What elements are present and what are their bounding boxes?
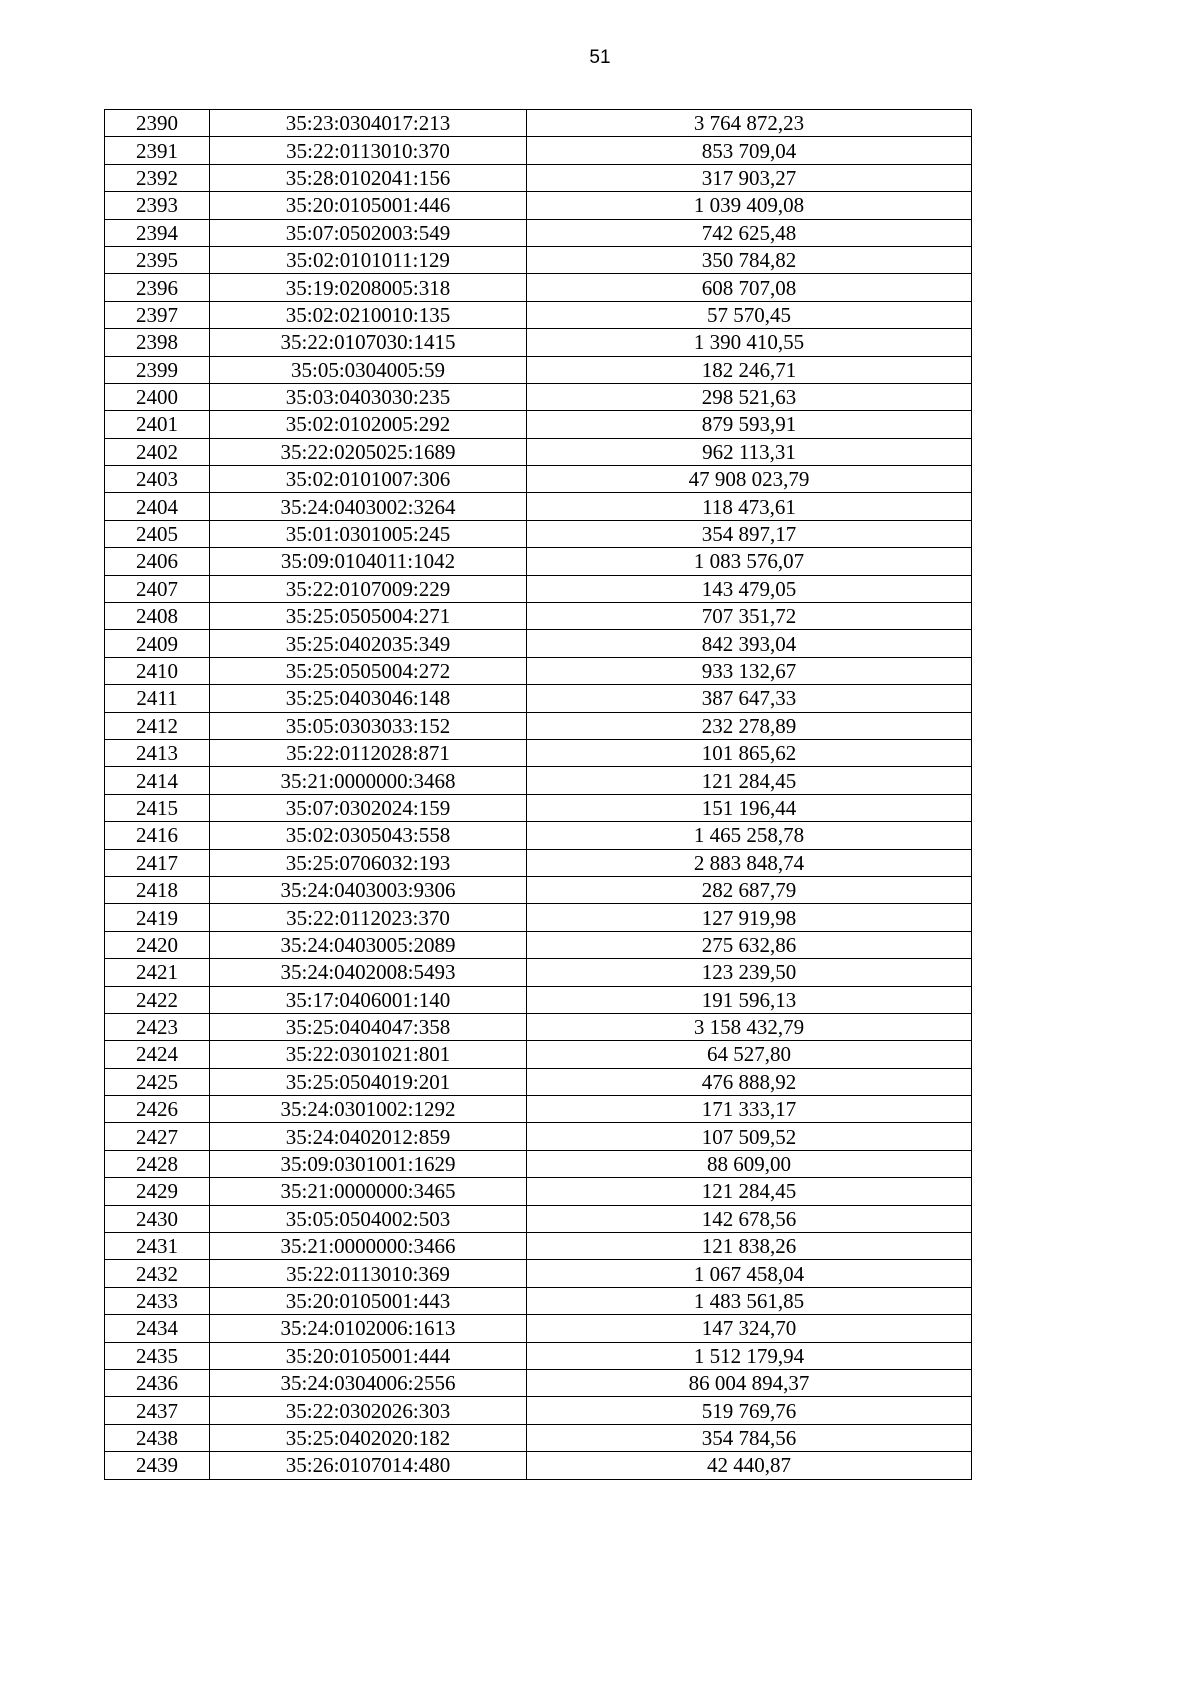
table-row: [105, 931, 972, 958]
cadastral-number-cell: 35:23:0304017:213: [210, 110, 527, 137]
row-number-cell: 2422: [105, 986, 210, 1013]
row-number-cell: 2394: [105, 219, 210, 246]
row-number-cell: 2436: [105, 1369, 210, 1396]
cadastral-value-cell: 171 333,17: [527, 1096, 972, 1123]
table-row: [105, 1096, 972, 1123]
cadastral-number-cell: 35:24:0403005:2089: [210, 931, 527, 958]
table-row: [105, 1452, 972, 1479]
cadastral-value-cell: 962 113,31: [527, 438, 972, 465]
row-number-cell: 2414: [105, 767, 210, 794]
cadastral-number-cell: 35:21:0000000:3468: [210, 767, 527, 794]
cadastral-number-cell: 35:25:0706032:193: [210, 849, 527, 876]
cadastral-number-cell: 35:03:0403030:235: [210, 383, 527, 410]
table-row: [105, 822, 972, 849]
row-number-cell: 2439: [105, 1452, 210, 1479]
cadastral-number-cell: 35:28:0102041:156: [210, 164, 527, 191]
row-number-cell: 2419: [105, 904, 210, 931]
cadastral-value-cell: 3 158 432,79: [527, 1013, 972, 1040]
table-row: [105, 356, 972, 383]
cadastral-value-cell: 147 324,70: [527, 1315, 972, 1342]
cadastral-value-cell: 182 246,71: [527, 356, 972, 383]
cadastral-number-cell: 35:24:0402012:859: [210, 1123, 527, 1150]
cadastral-value-cell: 191 596,13: [527, 986, 972, 1013]
cadastral-value-cell: 232 278,89: [527, 712, 972, 739]
row-number-cell: 2420: [105, 931, 210, 958]
row-number-cell: 2429: [105, 1178, 210, 1205]
table-body: [105, 110, 972, 1480]
table-row: [105, 603, 972, 630]
cadastral-number-cell: 35:25:0404047:358: [210, 1013, 527, 1040]
row-number-cell: 2431: [105, 1233, 210, 1260]
table-row: [105, 904, 972, 931]
row-number-cell: 2395: [105, 246, 210, 273]
cadastral-value-cell: 707 351,72: [527, 603, 972, 630]
table-row: [105, 767, 972, 794]
cadastral-number-cell: 35:25:0505004:272: [210, 657, 527, 684]
cadastral-value-cell: 123 239,50: [527, 959, 972, 986]
cadastral-value-cell: 933 132,67: [527, 657, 972, 684]
cadastral-number-cell: 35:24:0403003:9306: [210, 876, 527, 903]
row-number-cell: 2399: [105, 356, 210, 383]
row-number-cell: 2438: [105, 1424, 210, 1451]
cadastral-number-cell: 35:25:0505004:271: [210, 603, 527, 630]
table-row: [105, 548, 972, 575]
table-row: [105, 1178, 972, 1205]
table-row: [105, 438, 972, 465]
cadastral-number-cell: 35:02:0101007:306: [210, 466, 527, 493]
cadastral-number-cell: 35:22:0112028:871: [210, 739, 527, 766]
table-row: [105, 274, 972, 301]
cadastral-value-table: [104, 109, 972, 1480]
row-number-cell: 2404: [105, 493, 210, 520]
table-row: [105, 1369, 972, 1396]
cadastral-value-cell: 1 083 576,07: [527, 548, 972, 575]
table-row: [105, 739, 972, 766]
cadastral-value-cell: 1 067 458,04: [527, 1260, 972, 1287]
row-number-cell: 2392: [105, 164, 210, 191]
page-number: 51: [589, 47, 611, 68]
cadastral-number-cell: 35:25:0402035:349: [210, 630, 527, 657]
cadastral-value-cell: 350 784,82: [527, 246, 972, 273]
cadastral-value-cell: 879 593,91: [527, 411, 972, 438]
cadastral-number-cell: 35:05:0303033:152: [210, 712, 527, 739]
table-row: [105, 1315, 972, 1342]
cadastral-number-cell: 35:24:0304006:2556: [210, 1369, 527, 1396]
row-number-cell: 2435: [105, 1342, 210, 1369]
cadastral-number-cell: 35:22:0113010:369: [210, 1260, 527, 1287]
cadastral-value-cell: 88 609,00: [527, 1150, 972, 1177]
row-number-cell: 2407: [105, 575, 210, 602]
table-row: [105, 219, 972, 246]
table-row: [105, 411, 972, 438]
cadastral-value-cell: 354 784,56: [527, 1424, 972, 1451]
table-row: [105, 246, 972, 273]
table-row: [105, 110, 972, 137]
table-row: [105, 712, 972, 739]
table-row: [105, 1287, 972, 1314]
cadastral-number-cell: 35:24:0403002:3264: [210, 493, 527, 520]
cadastral-value-cell: 101 865,62: [527, 739, 972, 766]
cadastral-number-cell: 35:20:0105001:444: [210, 1342, 527, 1369]
cadastral-value-cell: 317 903,27: [527, 164, 972, 191]
cadastral-value-cell: 142 678,56: [527, 1205, 972, 1232]
cadastral-number-cell: 35:09:0301001:1629: [210, 1150, 527, 1177]
row-number-cell: 2411: [105, 685, 210, 712]
cadastral-value-cell: 151 196,44: [527, 794, 972, 821]
cadastral-value-cell: 121 838,26: [527, 1233, 972, 1260]
cadastral-number-cell: 35:24:0301002:1292: [210, 1096, 527, 1123]
cadastral-value-cell: 742 625,48: [527, 219, 972, 246]
cadastral-number-cell: 35:02:0102005:292: [210, 411, 527, 438]
table-row: [105, 849, 972, 876]
cadastral-value-cell: 64 527,80: [527, 1041, 972, 1068]
table-row: [105, 329, 972, 356]
row-number-cell: 2408: [105, 603, 210, 630]
row-number-cell: 2393: [105, 192, 210, 219]
cadastral-number-cell: 35:24:0402008:5493: [210, 959, 527, 986]
cadastral-value-cell: 143 479,05: [527, 575, 972, 602]
cadastral-number-cell: 35:21:0000000:3466: [210, 1233, 527, 1260]
cadastral-number-cell: 35:02:0210010:135: [210, 301, 527, 328]
cadastral-number-cell: 35:25:0402020:182: [210, 1424, 527, 1451]
table-row: [105, 630, 972, 657]
cadastral-value-cell: 107 509,52: [527, 1123, 972, 1150]
cadastral-number-cell: 35:21:0000000:3465: [210, 1178, 527, 1205]
table-row: [105, 383, 972, 410]
table-row: [105, 1205, 972, 1232]
cadastral-number-cell: 35:22:0301021:801: [210, 1041, 527, 1068]
row-number-cell: 2409: [105, 630, 210, 657]
row-number-cell: 2405: [105, 520, 210, 547]
cadastral-value-cell: 608 707,08: [527, 274, 972, 301]
cadastral-number-cell: 35:20:0105001:443: [210, 1287, 527, 1314]
cadastral-value-cell: 1 039 409,08: [527, 192, 972, 219]
row-number-cell: 2427: [105, 1123, 210, 1150]
cadastral-value-cell: 57 570,45: [527, 301, 972, 328]
row-number-cell: 2432: [105, 1260, 210, 1287]
cadastral-value-cell: 275 632,86: [527, 931, 972, 958]
cadastral-number-cell: 35:19:0208005:318: [210, 274, 527, 301]
table-row: [105, 192, 972, 219]
cadastral-number-cell: 35:22:0205025:1689: [210, 438, 527, 465]
table-row: [105, 1150, 972, 1177]
table-row: [105, 520, 972, 547]
table-row: [105, 575, 972, 602]
row-number-cell: 2428: [105, 1150, 210, 1177]
cadastral-value-cell: 47 908 023,79: [527, 466, 972, 493]
table-row: [105, 959, 972, 986]
row-number-cell: 2410: [105, 657, 210, 684]
cadastral-value-cell: 127 919,98: [527, 904, 972, 931]
row-number-cell: 2396: [105, 274, 210, 301]
row-number-cell: 2425: [105, 1068, 210, 1095]
row-number-cell: 2398: [105, 329, 210, 356]
cadastral-number-cell: 35:20:0105001:446: [210, 192, 527, 219]
table-row: [105, 493, 972, 520]
cadastral-value-cell: 1 390 410,55: [527, 329, 972, 356]
cadastral-number-cell: 35:26:0107014:480: [210, 1452, 527, 1479]
cadastral-value-cell: 298 521,63: [527, 383, 972, 410]
cadastral-number-cell: 35:05:0304005:59: [210, 356, 527, 383]
cadastral-value-cell: 121 284,45: [527, 1178, 972, 1205]
table-row: [105, 1260, 972, 1287]
row-number-cell: 2400: [105, 383, 210, 410]
table-row: [105, 1068, 972, 1095]
cadastral-number-cell: 35:02:0305043:558: [210, 822, 527, 849]
cadastral-number-cell: 35:25:0504019:201: [210, 1068, 527, 1095]
cadastral-value-cell: 1 483 561,85: [527, 1287, 972, 1314]
row-number-cell: 2415: [105, 794, 210, 821]
table-row: [105, 1123, 972, 1150]
cadastral-number-cell: 35:09:0104011:1042: [210, 548, 527, 575]
row-number-cell: 2437: [105, 1397, 210, 1424]
row-number-cell: 2424: [105, 1041, 210, 1068]
row-number-cell: 2430: [105, 1205, 210, 1232]
cadastral-number-cell: 35:24:0102006:1613: [210, 1315, 527, 1342]
table-row: [105, 685, 972, 712]
row-number-cell: 2418: [105, 876, 210, 903]
table-row: [105, 164, 972, 191]
table-row: [105, 657, 972, 684]
row-number-cell: 2417: [105, 849, 210, 876]
row-number-cell: 2423: [105, 1013, 210, 1040]
cadastral-value-cell: 853 709,04: [527, 137, 972, 164]
cadastral-number-cell: 35:22:0107030:1415: [210, 329, 527, 356]
row-number-cell: 2421: [105, 959, 210, 986]
cadastral-value-cell: 86 004 894,37: [527, 1369, 972, 1396]
table-row: [105, 137, 972, 164]
cadastral-number-cell: 35:17:0406001:140: [210, 986, 527, 1013]
cadastral-value-cell: 354 897,17: [527, 520, 972, 547]
row-number-cell: 2416: [105, 822, 210, 849]
cadastral-number-cell: 35:01:0301005:245: [210, 520, 527, 547]
cadastral-value-cell: 121 284,45: [527, 767, 972, 794]
row-number-cell: 2433: [105, 1287, 210, 1314]
cadastral-number-cell: 35:07:0502003:549: [210, 219, 527, 246]
row-number-cell: 2401: [105, 411, 210, 438]
cadastral-number-cell: 35:22:0107009:229: [210, 575, 527, 602]
row-number-cell: 2391: [105, 137, 210, 164]
row-number-cell: 2413: [105, 739, 210, 766]
cadastral-number-cell: 35:22:0113010:370: [210, 137, 527, 164]
cadastral-value-cell: 118 473,61: [527, 493, 972, 520]
table-row: [105, 301, 972, 328]
table-row: [105, 1424, 972, 1451]
cadastral-value-cell: 842 393,04: [527, 630, 972, 657]
table-row: [105, 1342, 972, 1369]
cadastral-number-cell: 35:22:0112023:370: [210, 904, 527, 931]
cadastral-value-cell: 1 512 179,94: [527, 1342, 972, 1369]
table-row: [105, 794, 972, 821]
cadastral-value-cell: 519 769,76: [527, 1397, 972, 1424]
cadastral-value-cell: 476 888,92: [527, 1068, 972, 1095]
row-number-cell: 2434: [105, 1315, 210, 1342]
row-number-cell: 2403: [105, 466, 210, 493]
row-number-cell: 2406: [105, 548, 210, 575]
cadastral-value-cell: 1 465 258,78: [527, 822, 972, 849]
cadastral-value-cell: 42 440,87: [527, 1452, 972, 1479]
table-row: [105, 986, 972, 1013]
cadastral-number-cell: 35:05:0504002:503: [210, 1205, 527, 1232]
table-row: [105, 1233, 972, 1260]
cadastral-value-cell: 2 883 848,74: [527, 849, 972, 876]
row-number-cell: 2412: [105, 712, 210, 739]
row-number-cell: 2397: [105, 301, 210, 328]
table-row: [105, 1397, 972, 1424]
table-row: [105, 466, 972, 493]
cadastral-number-cell: 35:22:0302026:303: [210, 1397, 527, 1424]
cadastral-value-cell: 3 764 872,23: [527, 110, 972, 137]
table-row: [105, 1013, 972, 1040]
cadastral-number-cell: 35:02:0101011:129: [210, 246, 527, 273]
cadastral-value-cell: 387 647,33: [527, 685, 972, 712]
table-row: [105, 876, 972, 903]
row-number-cell: 2402: [105, 438, 210, 465]
table-row: [105, 1041, 972, 1068]
cadastral-value-cell: 282 687,79: [527, 876, 972, 903]
row-number-cell: 2426: [105, 1096, 210, 1123]
cadastral-number-cell: 35:25:0403046:148: [210, 685, 527, 712]
cadastral-number-cell: 35:07:0302024:159: [210, 794, 527, 821]
row-number-cell: 2390: [105, 110, 210, 137]
